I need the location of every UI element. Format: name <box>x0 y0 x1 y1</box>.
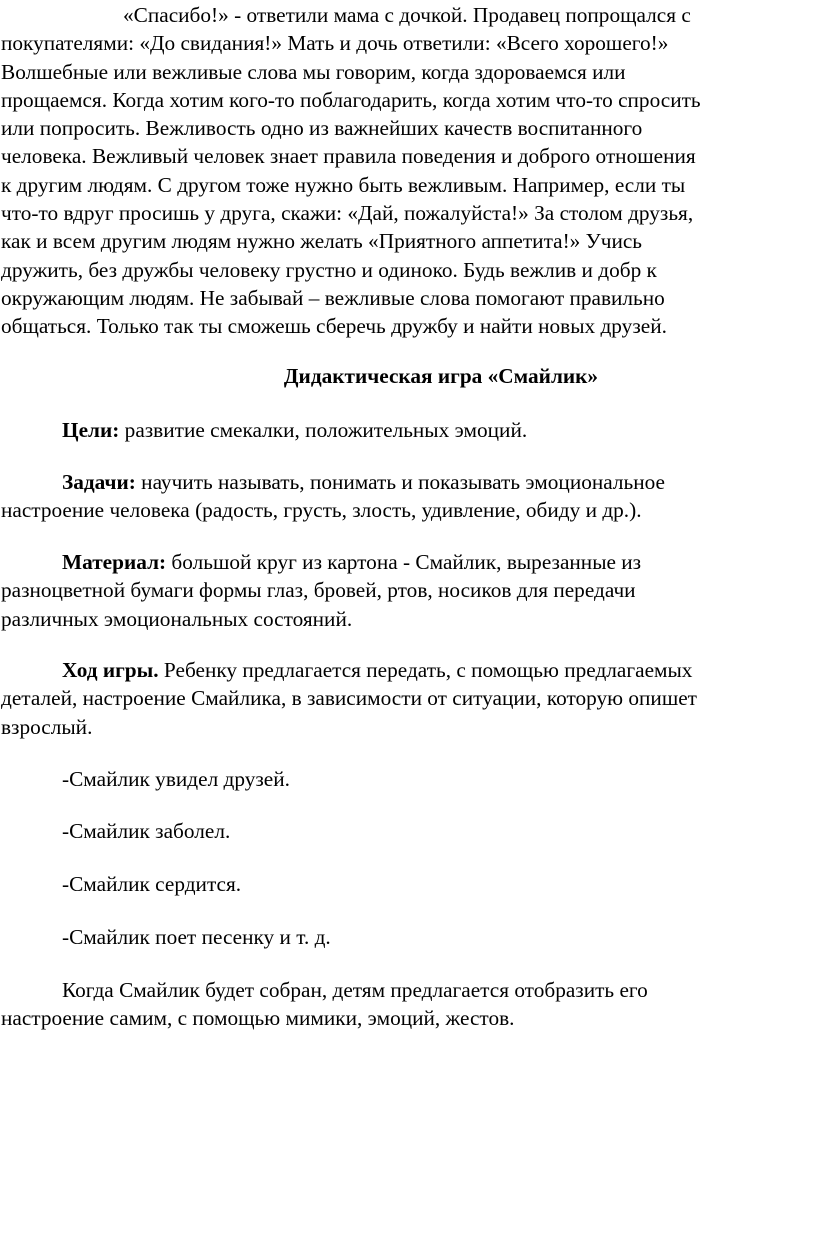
intro-line: к другим людям. С другом тоже нужно быть вежливым. Например, если ты <box>1 172 686 197</box>
intro-line: «Спасибо!» - ответили мама с дочкой. Продавец попрощался с <box>123 3 691 27</box>
situation-item <box>1 870 241 898</box>
tasks-line <box>1 468 665 496</box>
conclusion-line: Когда Смайлик будет собран, детям предлагается отобразить его <box>62 978 648 1002</box>
situation-item <box>1 765 290 793</box>
tasks-text: научить называть, понимать и показывать эмоциональное <box>135 470 666 494</box>
material-label: Материал: <box>62 550 167 574</box>
game-course-text: Ребенку предлагается передать, с помощью предлагаемых <box>158 658 693 682</box>
tasks-label: Задачи: <box>62 470 136 494</box>
situation-text: -Смайлик поет песенку и т. д. <box>62 925 331 949</box>
intro-line: покупателями: «До свидания!» Мать и дочь ответили: «Всего хорошего!» <box>1 31 669 56</box>
intro-line: как и всем другим людям нужно желать «Приятного аппетита!» Учись <box>1 229 643 254</box>
intro-line: человека. Вежливый человек знает правила поведения и доброго отношения <box>1 144 696 169</box>
tasks-paragraph <box>1 468 665 525</box>
tasks-line: настроение человека (радость, грусть, злость, удивление, обиду и др.). <box>1 498 642 523</box>
situation-text: -Смайлик сердится. <box>62 872 242 896</box>
game-heading: Дидактическая игра «Смайлик» <box>283 364 599 388</box>
conclusion-line: настроение самим, с помощью мимики, эмоций, жестов. <box>1 1006 515 1031</box>
material-text: большой круг из картона - Смайлик, вырезанные из <box>166 550 642 574</box>
intro-line: что-то вдруг просишь у друга, скажи: «Дай, пожалуйста!» За столом друзья, <box>1 201 694 226</box>
intro-paragraph <box>1 1 816 341</box>
game-course-line <box>1 656 697 684</box>
material-line: различных эмоциональных состояний. <box>1 606 353 631</box>
game-course-line: деталей, настроение Смайлика, в зависимости от ситуации, которую опишет <box>1 686 697 711</box>
game-course-line: взрослый. <box>1 714 93 739</box>
game-course-paragraph <box>1 656 697 741</box>
situation-text: -Смайлик заболел. <box>62 819 231 843</box>
intro-line: общаться. Только так ты сможешь сберечь дружбу и найти новых друзей. <box>1 314 667 339</box>
intro-line: или попросить. Вежливость одно из важнейших качеств воспитанного <box>1 116 643 141</box>
intro-line: прощаемся. Когда хотим кого-то поблагодарить, когда хотим что-то спросить <box>1 87 701 112</box>
material-line <box>1 548 641 576</box>
goals-paragraph <box>1 416 527 444</box>
situation-item <box>1 817 230 845</box>
conclusion-paragraph <box>1 976 648 1033</box>
material-paragraph <box>1 548 641 633</box>
intro-line: дружить, без дружбы человеку грустно и одиноко. Будь вежлив и добр к <box>1 257 657 282</box>
goals-text: развитие смекалки, положительных эмоций. <box>119 418 528 442</box>
game-course-label: Ход игры. <box>62 658 159 682</box>
intro-line: Волшебные или вежливые слова мы говорим, когда здороваемся или <box>1 59 626 84</box>
situation-text: -Смайлик увидел друзей. <box>62 767 290 791</box>
intro-line: окружающим людям. Не забывай – вежливые слова помогают правильно <box>1 285 665 310</box>
goals-label: Цели: <box>62 418 120 442</box>
material-line: разноцветной бумаги формы глаз, бровей, ртов, носиков для передачи <box>1 578 636 603</box>
situation-item <box>1 923 331 951</box>
goals-line <box>1 416 527 444</box>
